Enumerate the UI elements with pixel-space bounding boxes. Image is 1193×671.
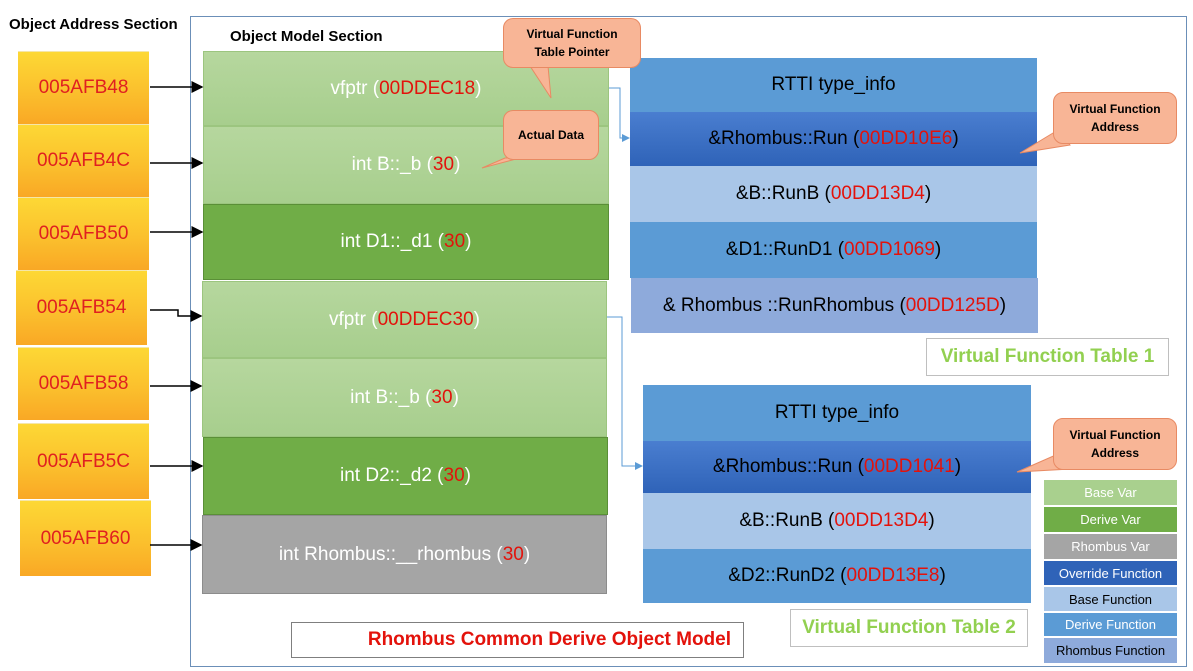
cell-suffix: ) <box>999 294 1007 316</box>
callout-line: Virtual Function <box>1069 102 1161 116</box>
cell-suffix: ) <box>475 77 482 99</box>
cell-suffix: ) <box>473 308 480 330</box>
callout-vf-address-2 <box>1053 418 1177 470</box>
legend-override-function: Override Function <box>1043 560 1178 586</box>
legend-derive-var: Derive Var <box>1043 506 1178 533</box>
cell-suffix: ) <box>523 543 531 565</box>
cell-suffix: ) <box>934 239 942 260</box>
address-cell: 005AFB50 <box>18 197 149 270</box>
cell-label: &B::RunB ( <box>739 510 835 531</box>
cell-suffix: ) <box>954 456 962 477</box>
vtable2-title: Virtual Function Table 2 <box>790 609 1028 647</box>
cell-label: int D2::_d2 ( <box>340 465 444 486</box>
cell-label: &D1::RunD1 ( <box>725 239 845 260</box>
cell-value: 00DD1069 <box>844 239 935 260</box>
cell-suffix: ) <box>454 154 461 175</box>
callout-actual-data <box>503 110 599 160</box>
callout-line: Actual Data <box>517 128 585 142</box>
address-section-heading: Object Address Section <box>9 16 178 33</box>
cell-label: &B::RunB ( <box>735 183 831 204</box>
model-section-heading: Object Model Section <box>230 28 383 45</box>
cell-suffix: ) <box>928 510 935 531</box>
cell-value: 00DD125D <box>905 294 1000 316</box>
cell-value: 00DD13D4 <box>834 510 929 531</box>
address-cell: 005AFB58 <box>18 347 149 420</box>
cell-label: RTTI type_info <box>774 402 900 423</box>
legend-base-function: Base Function <box>1043 586 1178 612</box>
cell-label: vfptr ( <box>329 308 378 330</box>
callout-line: Virtual Function <box>1069 428 1161 442</box>
callout-vf-address-1 <box>1053 92 1177 144</box>
legend-rhombus-function: Rhombus Function <box>1043 637 1178 664</box>
cell-value: 00DDEC18 <box>379 77 476 99</box>
cell-label: &Rhombus::Run ( <box>712 456 864 477</box>
cell-suffix: ) <box>939 565 946 586</box>
cell-label: & Rhombus ::RunRhombus ( <box>662 294 906 316</box>
diagram-caption: Rhombus Common Derive Object Model <box>291 622 744 658</box>
cell-label: int D1::_d1 ( <box>340 231 445 252</box>
cell-value: 30 <box>502 543 524 565</box>
cell-suffix: ) <box>924 183 932 204</box>
address-cell: 005AFB5C <box>18 423 149 499</box>
cell-value: 30 <box>444 231 466 252</box>
cell-label: RTTI type_info <box>771 74 896 95</box>
cell-label: vfptr ( <box>330 77 380 99</box>
cell-value: 00DDEC30 <box>377 308 474 330</box>
callout-line: Table Pointer <box>534 45 610 59</box>
cell-value: 30 <box>443 465 465 486</box>
cell-suffix: ) <box>452 386 459 408</box>
cell-label: int B::_b ( <box>351 154 433 175</box>
cell-value: 00DD13E8 <box>846 565 940 586</box>
cell-value: 00DD13D4 <box>830 183 925 204</box>
legend-base-var: Base Var <box>1043 479 1178 506</box>
callout-line: Virtual Function <box>526 27 618 41</box>
cell-suffix: ) <box>952 128 959 149</box>
callout-line: Address <box>1090 446 1140 460</box>
cell-value: 30 <box>432 154 455 175</box>
callout-line: Address <box>1090 120 1140 134</box>
cell-label: int B::_b ( <box>350 386 432 408</box>
cell-value: 30 <box>431 386 453 408</box>
cell-value: 00DD1041 <box>863 456 955 477</box>
cell-value: 00DD10E6 <box>859 128 953 149</box>
cell-label: &Rhombus::Run ( <box>708 128 860 149</box>
callout-tail <box>530 66 551 98</box>
address-cell: 005AFB60 <box>20 500 151 576</box>
address-cell: 005AFB48 <box>18 51 149 124</box>
cell-label: &D2::RunD2 ( <box>728 565 847 586</box>
callout-vfptr <box>503 18 641 68</box>
vtable1-title: Virtual Function Table 1 <box>926 338 1169 376</box>
address-cell: 005AFB4C <box>18 124 149 197</box>
legend-rhombus-var: Rhombus Var <box>1043 533 1178 560</box>
cell-suffix: ) <box>465 231 472 252</box>
cell-label: int Rhombus::__rhombus ( <box>278 543 503 565</box>
cell-suffix: ) <box>464 465 471 486</box>
legend-derive-function: Derive Function <box>1043 612 1178 637</box>
address-cell: 005AFB54 <box>16 270 147 345</box>
